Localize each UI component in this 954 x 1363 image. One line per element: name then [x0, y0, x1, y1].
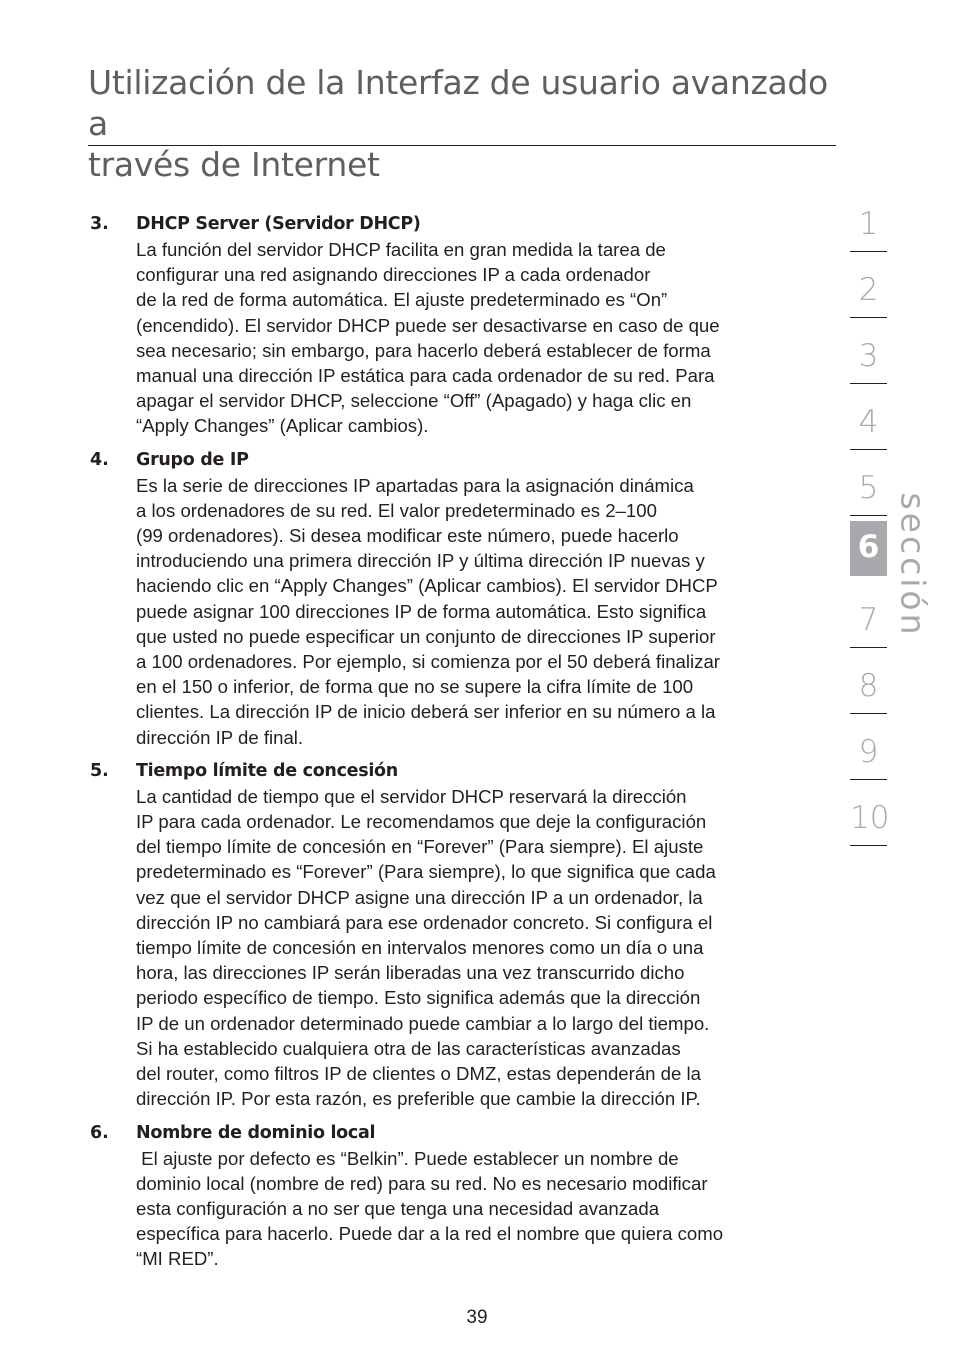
body-line: “MI RED”. [136, 1248, 219, 1270]
body-line: “Apply Changes” (Aplicar cambios). [136, 415, 429, 437]
body-line: en el 150 o inferior, de forma que no se supere la cifra límite de 100 [136, 676, 694, 698]
body-line: a los ordenadores de su red. El valor predeterminado es 2–100 [136, 499, 657, 521]
item-number: 3. [90, 214, 109, 234]
body-line: apagar el servidor DHCP, seleccione “Off” (Apagado) y haga clic en [136, 390, 692, 412]
section-number: 1 [858, 206, 879, 242]
body-line: que usted no puede especificar un conjunto de direcciones IP superior [136, 625, 716, 647]
section-number: 7 [858, 602, 879, 638]
section-nav-item-4[interactable] [850, 384, 887, 450]
page-title [88, 62, 836, 185]
item-heading: DHCP Server (Servidor DHCP) [136, 214, 421, 234]
section-number: 4 [858, 404, 879, 440]
body-line: introduciendo una primera dirección IP y última dirección IP nuevas y [136, 550, 705, 572]
section-nav [850, 186, 890, 846]
body-line: del router, como filtros IP de clientes o DMZ, estas dependerán de la [136, 1063, 702, 1085]
section-nav-item-3[interactable] [850, 318, 887, 384]
item-number: 4. [90, 449, 109, 470]
body-line: esta configuración a no ser que tenga una necesidad avanzada [136, 1197, 660, 1219]
content [90, 212, 805, 1281]
body-line: La función del servidor DHCP facilita en gran medida la tarea de [136, 239, 666, 260]
body-line: IP para cada ordenador. Le recomendamos que deje la configuración [136, 811, 707, 833]
body-line: sea necesario; sin embargo, para hacerlo deberá establecer de forma [136, 339, 711, 361]
body-line: haciendo clic en “Apply Changes” (Aplicar cambios). El servidor DHCP [136, 575, 718, 597]
section-nav-item-1[interactable] [850, 186, 887, 252]
body-line: vez que el servidor DHCP asigne una dirección IP a un ordenador, la [136, 886, 703, 908]
body-line: puede asignar 100 direcciones IP de forma automática. Esto significa [136, 600, 707, 622]
body-line: a 100 ordenadores. Por ejemplo, si comienza por el 50 deberá finalizar [136, 651, 720, 673]
item-heading: Tiempo límite de concesión [136, 760, 398, 781]
title-divider [88, 145, 836, 146]
page-title-line-1: Utilización de la Interfaz de usuario avanzado a [88, 63, 828, 143]
item-number: 5. [90, 760, 109, 781]
body-line: manual una dirección IP estática para cada ordenador de su red. Para [136, 365, 715, 387]
body-line: del tiempo límite de concesión en “Forever” (Para siempre). El ajuste [136, 836, 704, 858]
page-title-line-2: través de Internet [88, 145, 380, 184]
list-item [90, 759, 805, 1112]
body-line: Si ha establecido cualquiera otra de las características avanzadas [136, 1037, 681, 1059]
item-body [136, 237, 805, 439]
section-number: 9 [858, 734, 879, 770]
body-line: configurar una red asignando direcciones IP a cada ordenador [136, 264, 651, 286]
body-line: El ajuste por defecto es “Belkin”. Puede establecer un nombre de [136, 1147, 679, 1169]
body-line: dirección IP no cambiará para ese ordenador concreto. Si configura el [136, 911, 713, 933]
section-nav-item-6[interactable] [850, 521, 887, 576]
body-line: IP de un ordenador determinado puede cambiar a lo largo del tiempo. [136, 1012, 710, 1034]
item-number: 6. [90, 1122, 109, 1143]
body-line: (encendido). El servidor DHCP puede ser desactivarse en caso de que [136, 314, 720, 336]
item-heading: Grupo de IP [136, 449, 249, 470]
section-nav-item-2[interactable] [850, 252, 887, 318]
list-item [90, 1121, 805, 1272]
body-line: La cantidad de tiempo que el servidor DHCP reservará la dirección [136, 785, 687, 807]
section-label-text: sección [893, 492, 933, 638]
section-nav-item-8[interactable] [850, 648, 887, 714]
body-line: dominio local (nombre de red) para su red. No es necesario modificar [136, 1172, 708, 1194]
body-line: de la red de forma automática. El ajuste predeterminado es “On” [136, 289, 668, 311]
body-line: clientes. La dirección IP de inicio deberá ser inferior en su número a la [136, 701, 716, 723]
section-number: 6 [857, 529, 880, 565]
body-line: dirección IP de final. [136, 726, 304, 748]
section-nav-item-10[interactable] [850, 780, 890, 846]
body-line: dirección IP. Por esta razón, es preferible que cambie la dirección IP. [136, 1088, 701, 1110]
list-item [90, 448, 805, 750]
section-label [888, 492, 938, 638]
list-item [90, 212, 805, 439]
body-line: periodo específico de tiempo. Esto significa además que la dirección [136, 987, 701, 1009]
section-nav-item-9[interactable] [850, 714, 887, 780]
section-number: 10 [850, 800, 890, 836]
section-number: 2 [858, 272, 879, 308]
body-line: predeterminado es “Forever” (Para siempre), lo que significa que cada [136, 861, 716, 883]
item-body [136, 1146, 805, 1272]
item-body [136, 473, 805, 750]
body-line: (99 ordenadores). Si desea modificar este número, puede hacerlo [136, 525, 679, 547]
section-nav-item-7[interactable] [850, 582, 887, 648]
section-nav-item-5[interactable] [850, 450, 887, 516]
body-line: hora, las direcciones IP serán liberadas una vez transcurrido dicho [136, 962, 685, 984]
section-number: 3 [858, 338, 879, 374]
page-number: 39 [466, 1307, 488, 1328]
body-line: específica para hacerlo. Puede dar a la red el nombre que quiera como [136, 1223, 724, 1245]
body-line: Es la serie de direcciones IP apartadas para la asignación dinámica [136, 474, 694, 496]
section-number: 8 [858, 668, 879, 704]
body-line: tiempo límite de concesión en intervalos menores como un día o una [136, 937, 704, 959]
item-heading: Nombre de dominio local [136, 1122, 376, 1143]
section-number: 5 [858, 470, 879, 506]
item-body [136, 784, 805, 1112]
